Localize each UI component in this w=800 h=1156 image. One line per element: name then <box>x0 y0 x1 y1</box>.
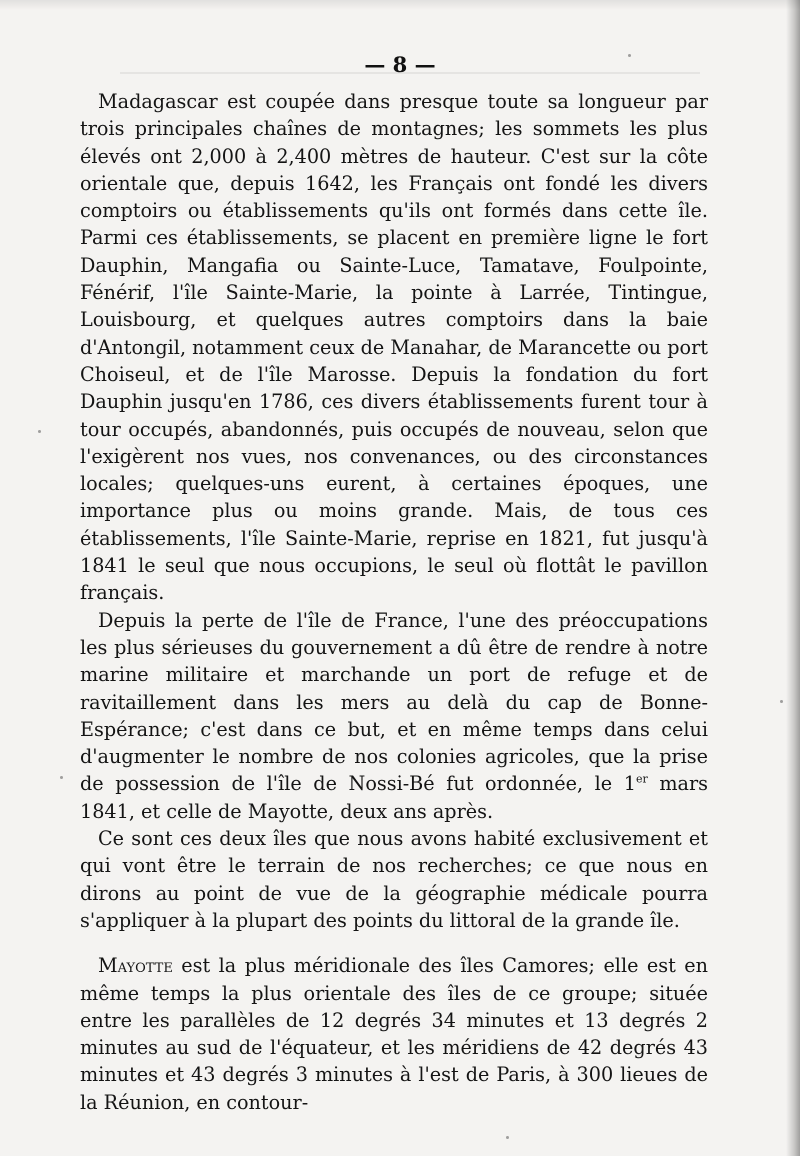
body-text <box>80 88 708 1116</box>
superscript: er <box>635 773 648 787</box>
paragraph-text: mars 1841, et celle de Mayotte, deux ans après. <box>80 772 708 823</box>
ink-speck <box>38 430 41 433</box>
ink-speck <box>628 54 631 57</box>
paragraph-mayotte <box>80 952 708 1116</box>
paragraph-madagascar <box>80 88 708 607</box>
ink-speck <box>780 700 783 703</box>
paragraph-ile-de-france <box>80 607 708 825</box>
page-number: — 8 — <box>364 52 436 77</box>
paragraph-lead-word: Mayotte <box>98 954 173 978</box>
ink-speck <box>60 776 63 779</box>
paragraph-text: Madagascar est coupée dans presque toute sa longueur par trois principales chaînes de montagnes; les sommets les plus élevés ont 2,000 à 2,400 mètres de hauteur. C'est sur la côte orientale que, depuis 1642, les Français ont fondé les divers comptoirs ou établissements qu'ils ont formés dans cette île. Parmi ces établissements, se placent en première ligne le fort Dauphin, Mangafia ou Sainte-Luce, Tamatave, Foulpointe, Fénérif, l'île Sainte-Marie, la pointe à Larrée, Tintingue, Louisbourg, et quelques autres comptoirs dans la baie d'Antongil, notamment ceux de Manahar, de Marancette ou port Choiseul, et de l'île Marosse. Depuis la fondation du fort Dauphin jusqu'en 1786, ces divers établissements furent tour à tour occupés, abandonnés, puis occupés de nouveau, selon que l'exigèrent nos vues, nos convenances, ou des circonstances locales; quelques-uns eurent, à certaines époques, une importance plus ou moins grande. Mais, de tous ces établissements, l'île Sainte-Marie, reprise en 1821, fut jusqu'à 1841 le seul que nous occupions, le seul où flottât le pavillon français. <box>80 90 708 605</box>
ink-speck <box>232 1018 235 1021</box>
paragraph-text: Depuis la perte de l'île de France, l'une des préoccupations les plus sérieuses du gouvernement a dû être de rendre à notre marine militaire et marchande un port de refuge et de ravitaillement dans les mers au delà du cap de Bonne-Espérance; c'est dans ce but, et en même temps dans celui d'augmenter le nombre de nos colonies agricoles, que la prise de possession de l'île de Nossi-Bé fut ordonnée, le 1 <box>80 608 708 796</box>
paragraph-ces-deux-iles <box>80 825 708 934</box>
page-top-shadow <box>0 0 800 10</box>
ink-speck <box>506 1136 509 1139</box>
page-edge-shadow <box>786 0 800 1156</box>
paragraph-text: est la plus méridionale des îles Camores; elle est en même temps la plus orientale des îles de ce groupe; située entre les parallèles de 12 degrés 34 minutes et 13 degrés 2 minutes au sud de l'équateur, et les méridiens de 42 degrés 43 minutes et 43 degrés 3 minutes à l'est de Paris, à 300 lieues de la Réunion, en contour- <box>80 954 708 1114</box>
paragraph-text: Ce sont ces deux îles que nous avons habité exclusivement et qui vont être le terrain de nos recherches; ce que nous en dirons au point de vue de la géographie médicale pourra s'appliquer à la plupart des points du littoral de la grande île. <box>80 827 708 932</box>
